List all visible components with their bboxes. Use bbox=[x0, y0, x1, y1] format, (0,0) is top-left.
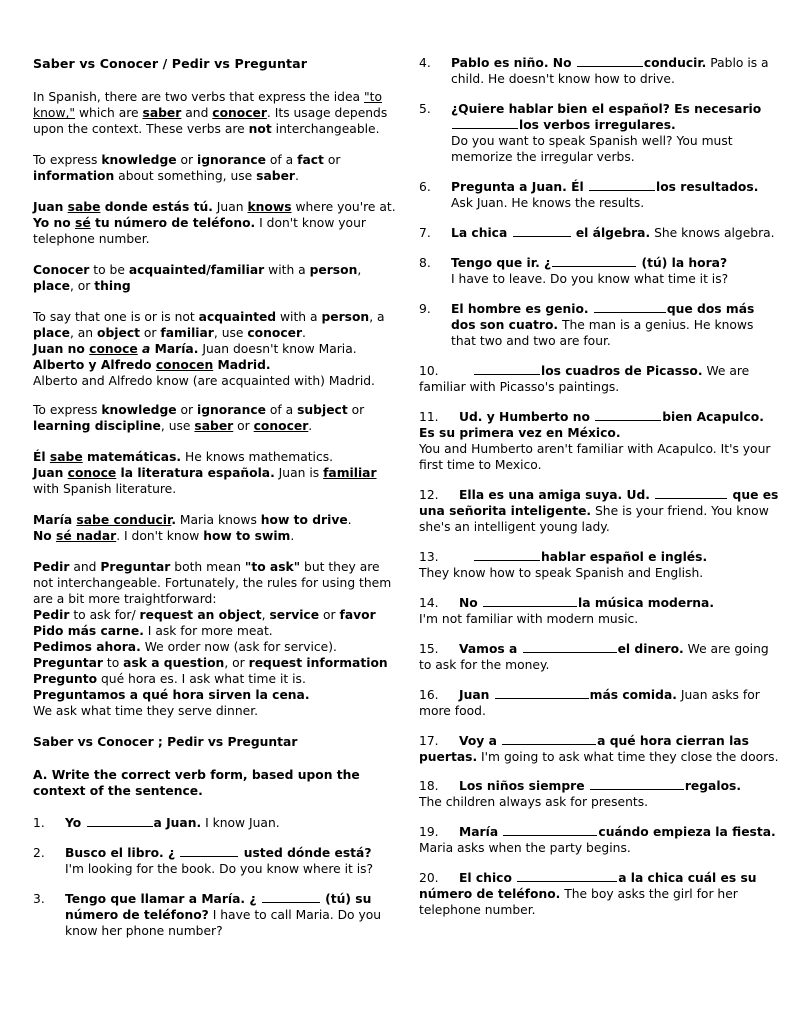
item-spanish-post: los resultados. bbox=[656, 179, 759, 194]
item-spanish-pre: El chico bbox=[459, 871, 517, 886]
exercise-item bbox=[419, 180, 779, 212]
answer-blank[interactable] bbox=[180, 847, 238, 857]
item-spanish-pre: No bbox=[459, 595, 483, 610]
item-number: 9. bbox=[419, 301, 431, 316]
exercise-list-left bbox=[33, 816, 401, 940]
answer-blank[interactable] bbox=[483, 597, 577, 607]
item-number: 3. bbox=[33, 891, 45, 906]
item-number: 15. bbox=[419, 641, 439, 656]
item-spanish-post: (tú) la hora? bbox=[637, 255, 728, 270]
item-number: 19. bbox=[419, 825, 439, 840]
item-spanish-pre: El hombre es genio. bbox=[451, 301, 593, 316]
answer-blank[interactable] bbox=[523, 643, 617, 653]
item-spanish-pre: Ud. y Humberto no bbox=[459, 409, 595, 424]
item-english: Pablo is a child. He doesn't know how to drive. bbox=[451, 56, 769, 86]
item-spanish-post: cuándo empieza la fiesta. bbox=[598, 825, 776, 840]
exercise-item bbox=[33, 892, 401, 940]
item-spanish-post: que es una señorita inteligente. bbox=[419, 487, 779, 518]
item-english: Do you want to speak Spanish well? You must memorize the irregular verbs. bbox=[451, 133, 733, 164]
item-spanish-pre: Voy a bbox=[459, 733, 502, 748]
left-column bbox=[33, 56, 401, 954]
item-number: 4. bbox=[419, 56, 431, 70]
exercise-item bbox=[419, 642, 779, 674]
item-english: She knows algebra. bbox=[650, 225, 775, 240]
answer-blank[interactable] bbox=[517, 872, 617, 882]
item-spanish-pre: Juan bbox=[459, 687, 494, 702]
item-english: You and Humberto aren't familiar with Acapulco. It's your first time to Mexico. bbox=[419, 441, 771, 472]
item-spanish-post: a la chica cuál es su número de teléfono. bbox=[419, 871, 757, 902]
item-spanish-post: regalos. bbox=[684, 779, 742, 794]
item-english: Maria asks when the party begins. bbox=[419, 841, 631, 856]
item-english: The children always ask for presents. bbox=[419, 795, 649, 810]
item-english: Ask Juan. He knows the results. bbox=[451, 195, 645, 210]
answer-blank[interactable] bbox=[474, 551, 540, 561]
item-spanish-pre: Pregunta a Juan. Él bbox=[451, 179, 588, 194]
item-number: 1. bbox=[33, 815, 45, 830]
item-number: 13. bbox=[419, 549, 439, 564]
exercise-item bbox=[419, 256, 779, 288]
item-number: 5. bbox=[419, 101, 431, 116]
item-english: I'm going to ask what time they close the doors. bbox=[477, 749, 779, 764]
exercise-item bbox=[419, 226, 779, 242]
exercise-item bbox=[419, 688, 779, 720]
item-spanish-pre: Tengo que llamar a María. ¿ bbox=[65, 891, 261, 906]
answer-blank[interactable] bbox=[495, 688, 589, 698]
item-spanish-post: conducir. bbox=[643, 56, 707, 70]
item-spanish-post: bien Acapulco. Es su primera vez en México. bbox=[419, 409, 764, 440]
item-number: 18. bbox=[419, 779, 439, 794]
answer-blank[interactable] bbox=[502, 734, 596, 744]
subject-examples: Él sabe matemáticas. He knows mathematics. Juan conoce la literatura española. Juan is familiar with Spanish literature. bbox=[33, 450, 377, 497]
item-english: The man is a genius. He knows that two and two are four. bbox=[451, 317, 754, 348]
answer-blank[interactable] bbox=[590, 780, 684, 790]
item-spanish-post: los cuadros de Picasso. bbox=[541, 363, 703, 378]
item-spanish-pre: Los niños siempre bbox=[459, 779, 589, 794]
answer-blank[interactable] bbox=[262, 893, 320, 903]
item-spanish-pre: Busco el libro. ¿ bbox=[65, 845, 180, 860]
answer-blank[interactable] bbox=[655, 489, 727, 499]
item-number: 20. bbox=[419, 871, 439, 886]
answer-blank[interactable] bbox=[595, 411, 661, 421]
item-number: 12. bbox=[419, 487, 439, 502]
exercise-item bbox=[419, 302, 779, 350]
item-spanish-pre: La chica bbox=[451, 225, 512, 240]
item-english: She is your friend. You know she's an intelligent young lady. bbox=[419, 503, 769, 534]
item-number: 11. bbox=[419, 409, 439, 424]
item-english: The boy asks the girl for her telephone number. bbox=[419, 887, 738, 918]
item-spanish-post: (tú) su número de teléfono? bbox=[65, 891, 372, 922]
conocer-rule-paragraph: To say that one is or is not acquainted with a person, a place, an object or familiar, use conocer. Juan no conoce a María. Juan doesn't know Maria. Alberto y Alfredo conocen Madrid. Alberto and Alfredo know (are acquainted with) Madrid. bbox=[33, 310, 385, 389]
item-spanish-post: el álgebra. bbox=[571, 225, 651, 240]
exercise-item bbox=[419, 488, 779, 536]
exercise-heading: Saber vs Conocer ; Pedir vs Preguntar bbox=[33, 734, 298, 749]
exercise-item bbox=[419, 550, 779, 582]
right-column bbox=[419, 56, 779, 933]
exercise-item bbox=[419, 102, 779, 166]
item-spanish-pre: María bbox=[459, 825, 503, 840]
item-spanish-pre: Yo bbox=[65, 815, 86, 830]
item-spanish-post: más comida. bbox=[589, 687, 677, 702]
exercise-item bbox=[33, 816, 401, 832]
item-english: I'm looking for the book. Do you know where it is? bbox=[65, 861, 374, 876]
item-spanish-pre: Tengo que ir. ¿ bbox=[451, 255, 552, 270]
item-spanish-post: usted dónde está? bbox=[239, 845, 372, 860]
saber-examples: Juan sabe donde estás tú. Juan knows where you're at. Yo no sé tu número de teléfono. I don't know your telephone number. bbox=[33, 200, 396, 247]
item-spanish-pre: Pablo es niño. No bbox=[451, 56, 576, 70]
answer-blank[interactable] bbox=[577, 57, 643, 67]
item-english: They know how to speak Spanish and English. bbox=[419, 565, 704, 580]
saber-rule-paragraph: To express knowledge or ignorance of a fact or information about something, use saber. bbox=[33, 153, 341, 184]
item-spanish-post: a Juan. bbox=[153, 815, 202, 830]
item-spanish-post: los verbos irregulares. bbox=[519, 117, 676, 132]
answer-blank[interactable] bbox=[452, 119, 518, 129]
conocer-definition: Conocer to be acquainted/familiar with a person, place, or thing bbox=[33, 263, 362, 294]
pedir-preguntar-block: Pedir and Preguntar both mean "to ask" but they are not interchangeable. Fortunately, the rules for using them are a bit more traightforward: Pedir to ask for/ request an object, service or favor Pido más carne. I ask for more meat. Pedimos ahora. We order now (ask for service). Preguntar to ask a question, or request information Pregunto qué hora es. I ask what time it is. Preguntamos a qué hora sirven la cena. We ask what time they serve dinner. bbox=[33, 560, 392, 718]
item-spanish-pre: Ella es una amiga suya. Ud. bbox=[459, 487, 655, 502]
item-spanish-post: que dos más dos son cuatro. bbox=[451, 301, 755, 332]
exercise-item bbox=[419, 410, 779, 474]
item-number: 8. bbox=[419, 255, 431, 270]
answer-blank[interactable] bbox=[87, 817, 153, 827]
item-spanish-pre: Vamos a bbox=[459, 641, 522, 656]
item-english: I have to leave. Do you know what time it is? bbox=[451, 271, 729, 286]
intro-paragraph: In Spanish, there are two verbs that express the idea "to know," which are saber and conocer. Its usage depends upon the context. These verbs are not interchangeable. bbox=[33, 90, 388, 137]
exercise-item bbox=[419, 364, 779, 396]
item-spanish-post: la música moderna. bbox=[578, 595, 714, 610]
two-column-layout bbox=[33, 56, 779, 954]
answer-blank[interactable] bbox=[513, 227, 571, 237]
item-english: I'm not familiar with modern music. bbox=[419, 611, 639, 626]
answer-blank[interactable] bbox=[589, 181, 655, 191]
exercise-list-right bbox=[419, 56, 779, 919]
exercise-item bbox=[419, 871, 779, 919]
subject-rule-paragraph: To express knowledge or ignorance of a subject or learning discipline, use saber or conocer. bbox=[33, 403, 365, 434]
item-english: We are familiar with Picasso's paintings. bbox=[419, 363, 750, 394]
item-spanish-post: a qué hora cierran las puertas. bbox=[419, 733, 749, 764]
exercise-item bbox=[419, 779, 779, 811]
item-number: 17. bbox=[419, 733, 439, 748]
item-english: We are going to ask for the money. bbox=[419, 641, 769, 672]
item-number: 7. bbox=[419, 225, 431, 240]
item-english: I have to call Maria. Do you know her phone number? bbox=[65, 907, 382, 938]
page-title: Saber vs Conocer / Pedir vs Preguntar bbox=[33, 56, 308, 71]
exercise-item bbox=[419, 56, 779, 88]
answer-blank[interactable] bbox=[474, 365, 540, 375]
item-number: 10. bbox=[419, 363, 439, 378]
exercise-item bbox=[419, 825, 779, 857]
exercise-item bbox=[419, 596, 779, 628]
item-number: 14. bbox=[419, 595, 439, 610]
answer-blank[interactable] bbox=[594, 303, 666, 313]
exercise-item bbox=[419, 734, 779, 766]
skill-examples: María sabe conducir. Maria knows how to drive. No sé nadar. I don't know how to swim. bbox=[33, 513, 352, 544]
item-spanish-pre: ¿Quiere hablar bien el español? Es necesario bbox=[451, 101, 762, 116]
item-spanish-post: el dinero. bbox=[617, 641, 684, 656]
answer-blank[interactable] bbox=[503, 826, 597, 836]
item-english: I know Juan. bbox=[201, 815, 280, 830]
exercise-instructions: A. Write the correct verb form, based upon the context of the sentence. bbox=[33, 767, 360, 798]
item-spanish-post: hablar español e inglés. bbox=[541, 549, 708, 564]
answer-blank[interactable] bbox=[552, 257, 636, 267]
item-number: 2. bbox=[33, 845, 45, 860]
item-english: Juan asks for more food. bbox=[419, 687, 760, 718]
item-number: 16. bbox=[419, 687, 439, 702]
item-number: 6. bbox=[419, 179, 431, 194]
exercise-item bbox=[33, 846, 401, 878]
